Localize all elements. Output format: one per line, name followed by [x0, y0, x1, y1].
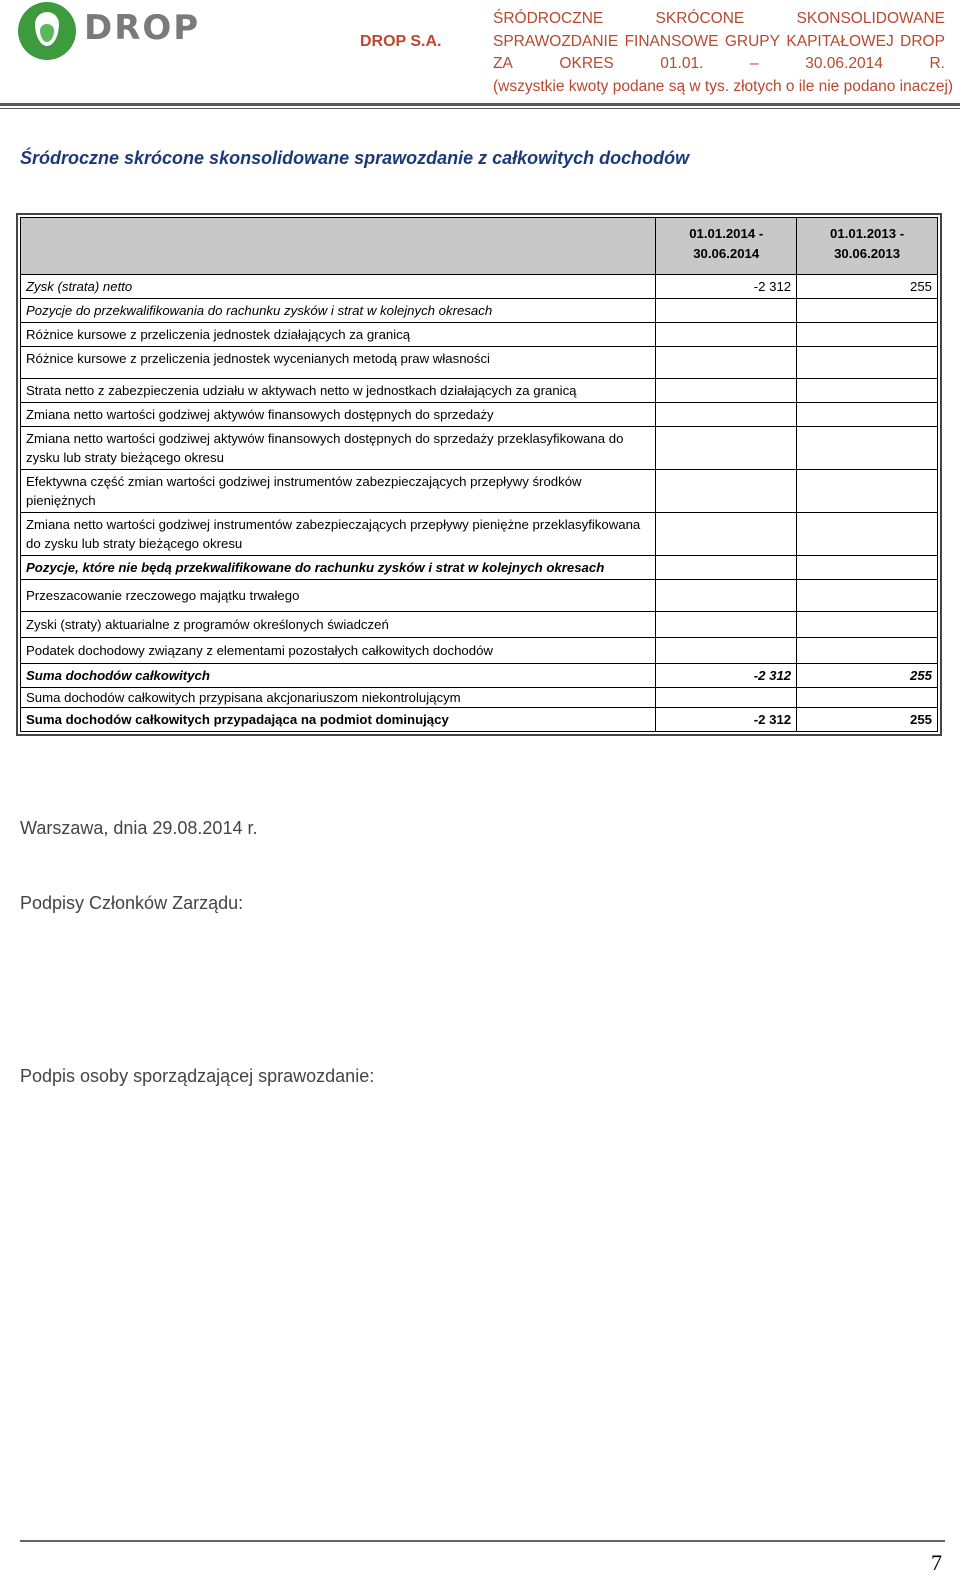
table-row — [21, 347, 938, 379]
title-word: SKRÓCONE — [655, 10, 745, 27]
row-value-2014: -2 312 — [656, 708, 797, 732]
footer-divider — [20, 1540, 945, 1542]
header-period-start: 01.01.2014 - — [689, 226, 764, 241]
page-header — [0, 0, 960, 120]
row-value-2014 — [656, 638, 797, 664]
row-value-2014: -2 312 — [656, 664, 797, 688]
row-label: Strata netto z zabezpieczenia udziału w aktywach netto w jednostkach działających za granicą — [21, 379, 656, 403]
title-word: KAPITAŁOWEJ — [786, 32, 894, 50]
row-value-2014: -2 312 — [656, 275, 797, 299]
row-label: Pozycje do przekwalifikowania do rachunku zysków i strat w kolejnych okresach — [21, 299, 656, 323]
row-label: Zmiana netto wartości godziwej instrumentów zabezpieczających przepływy pieniężne przeklasyfikowana do zysku lub straty bieżącego okresu — [21, 513, 656, 556]
row-value-2013 — [797, 513, 938, 556]
table-row — [21, 580, 938, 612]
table-row — [21, 427, 938, 470]
amounts-note: (wszystkie kwoty podane są w tys. złotych o ile nie podano inaczej) — [493, 77, 954, 95]
row-value-2014 — [656, 513, 797, 556]
table-row — [21, 403, 938, 427]
title-word: GRUPY — [724, 32, 780, 50]
table-row — [21, 612, 938, 638]
row-value-2013 — [797, 580, 938, 612]
title-word: ZA — [493, 55, 513, 72]
row-label: Zmiana netto wartości godziwej aktywów finansowych dostępnych do sprzedaży przeklasyfikowana do zysku lub straty bieżącego okresu — [21, 427, 656, 470]
row-label: Różnice kursowe z przeliczenia jednostek działających za granicą — [21, 323, 656, 347]
row-label: Suma dochodów całkowitych — [21, 664, 656, 688]
row-value-2013 — [797, 347, 938, 379]
header-cell-2013 — [797, 218, 938, 275]
header-cell-label — [21, 218, 656, 275]
table-row — [21, 323, 938, 347]
preparer-signature-label: Podpis osoby sporządzającej sprawozdanie: — [20, 1066, 375, 1086]
company-name: DROP S.A. — [360, 33, 442, 50]
row-value-2013 — [797, 403, 938, 427]
row-value-2014 — [656, 580, 797, 612]
row-value-2014 — [656, 403, 797, 427]
row-label: Efektywna część zmian wartości godziwej instrumentów zabezpieczających przepływy środków pieniężnych — [21, 470, 656, 513]
table-row — [21, 513, 938, 556]
header-divider-thin — [0, 108, 960, 109]
row-value-2013: 255 — [797, 664, 938, 688]
row-value-2013: 255 — [797, 275, 938, 299]
row-label: Pozycje, które nie będą przekwalifikowane do rachunku zysków i strat w kolejnych okresach — [21, 556, 656, 580]
table-row — [21, 556, 938, 580]
header-period-start: 01.01.2013 - — [830, 226, 905, 241]
row-value-2013 — [797, 556, 938, 580]
row-value-2013 — [797, 612, 938, 638]
row-value-2013 — [797, 299, 938, 323]
report-title-line-2 — [493, 31, 945, 54]
row-value-2014 — [656, 347, 797, 379]
report-title — [493, 8, 954, 98]
row-value-2014 — [656, 470, 797, 513]
row-label: Przeszacowanie rzeczowego majątku trwałego — [21, 580, 656, 612]
place-and-date: Warszawa, dnia 29.08.2014 r. — [20, 818, 258, 838]
row-value-2014 — [656, 299, 797, 323]
header-cell-2014 — [656, 218, 797, 275]
row-label: Różnice kursowe z przeliczenia jednostek wycenianych metodą praw własności — [21, 347, 656, 379]
title-word: 30.06.2014 — [805, 55, 883, 72]
row-value-2013 — [797, 379, 938, 403]
page-number: 7 — [931, 1550, 942, 1575]
row-value-2013 — [797, 470, 938, 513]
row-value-2014 — [656, 612, 797, 638]
title-word: FINANSOWE — [624, 32, 719, 50]
header-period-end: 30.06.2013 — [834, 246, 901, 261]
table-row — [21, 638, 938, 664]
header-divider — [0, 103, 960, 106]
statement-title: Śródroczne skrócone skonsolidowane sprawozdanie z całkowitych dochodów — [20, 148, 690, 168]
table-row — [21, 299, 938, 323]
row-value-2013 — [797, 638, 938, 664]
table-row — [21, 664, 938, 688]
title-word: ŚRÓDROCZNE — [493, 10, 604, 27]
title-word: DROP — [900, 32, 945, 50]
row-label: Zmiana netto wartości godziwej aktywów finansowych dostępnych do sprzedaży — [21, 403, 656, 427]
row-value-2013 — [797, 688, 938, 708]
income-statement-table — [20, 217, 938, 732]
row-value-2014 — [656, 427, 797, 470]
row-label: Podatek dochodowy związany z elementami pozostałych całkowitych dochodów — [21, 638, 656, 664]
report-title-line-4 — [493, 76, 954, 99]
row-label: Zyski (straty) aktuarialne z programów określonych świadczeń — [21, 612, 656, 638]
row-value-2014 — [656, 688, 797, 708]
table-row — [21, 379, 938, 403]
table-row — [21, 688, 938, 708]
table-header-row — [21, 218, 938, 275]
board-signatures-label: Podpisy Członków Zarządu: — [20, 893, 244, 913]
company-logo — [18, 2, 201, 62]
table-row — [21, 470, 938, 513]
title-word: SPRAWOZDANIE — [493, 32, 619, 50]
row-value-2014 — [656, 379, 797, 403]
row-label: Suma dochodów całkowitych przypisana akcjonariuszom niekontrolującym — [21, 688, 656, 708]
logo-text: DROP — [84, 8, 201, 48]
row-value-2014 — [656, 323, 797, 347]
row-value-2013 — [797, 427, 938, 470]
title-word: SKONSOLIDOWANE — [796, 10, 945, 27]
income-statement-table-frame — [16, 213, 942, 736]
table-row — [21, 275, 938, 299]
row-value-2014 — [656, 556, 797, 580]
title-word: 01.01. — [660, 55, 704, 72]
report-title-line-3 — [493, 53, 945, 76]
title-word: OKRES — [559, 55, 614, 72]
table-row — [21, 708, 938, 732]
header-period-end: 30.06.2014 — [693, 246, 760, 261]
row-value-2013 — [797, 323, 938, 347]
row-label: Zysk (strata) netto — [21, 275, 656, 299]
title-word: R. — [929, 55, 945, 72]
row-value-2013: 255 — [797, 708, 938, 732]
title-word: – — [750, 55, 759, 72]
drop-logo-icon — [18, 2, 76, 60]
row-label: Suma dochodów całkowitych przypadająca na podmiot dominujący — [21, 708, 656, 732]
report-title-line-1 — [493, 8, 945, 31]
